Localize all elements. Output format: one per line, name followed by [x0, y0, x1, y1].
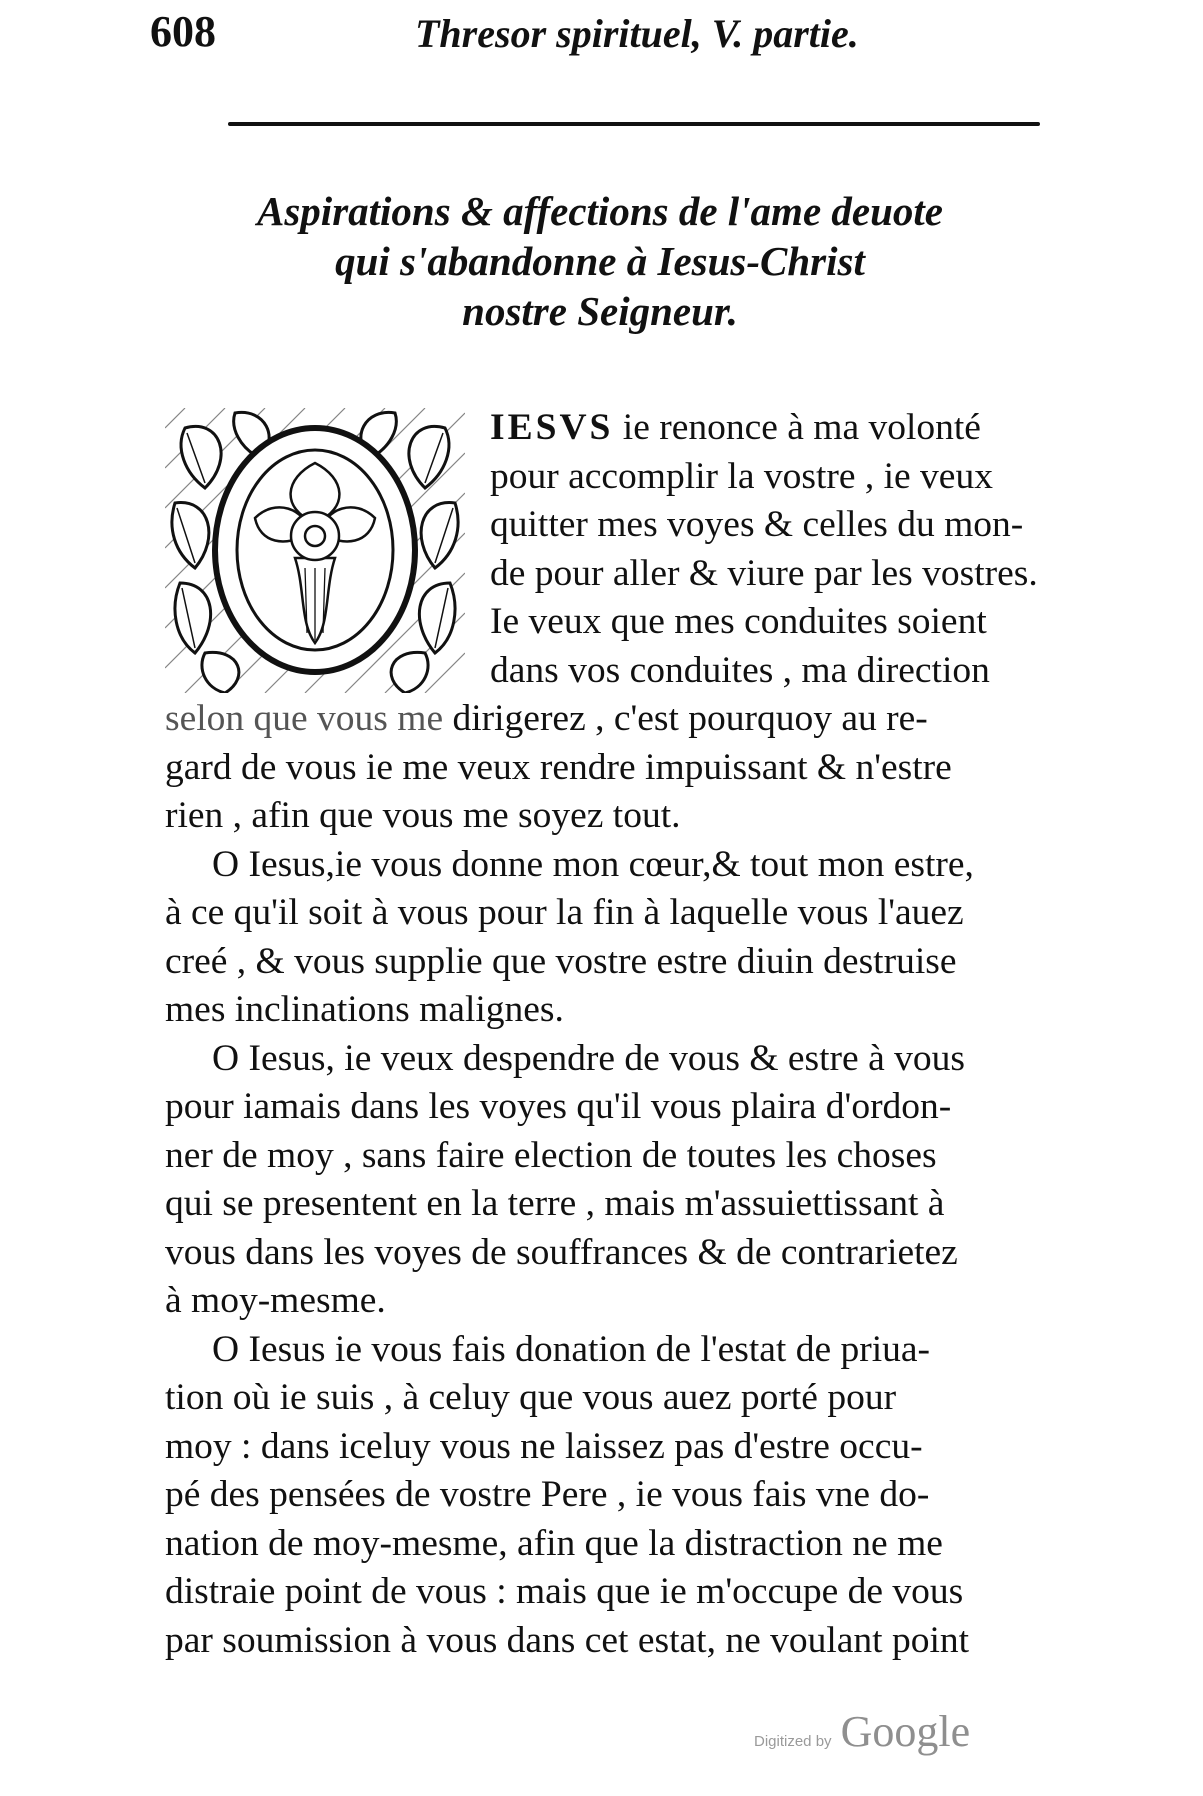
first-word: IESVS: [490, 407, 614, 448]
text-line: Ie veux que mes conduites soient: [490, 601, 987, 642]
text-line: O Iesus,ie vous donne mon cœur,& tout mon estre,: [212, 843, 974, 885]
inserted-fragment: selon que vous me: [165, 698, 444, 739]
text-line-content: ie renonce à ma volonté: [622, 407, 981, 448]
text-line: [165, 404, 1105, 453]
watermark-brand: Google: [840, 1707, 971, 1756]
text-line: ner de moy , sans faire election de toutes les choses: [165, 1134, 937, 1176]
text-line: à ce qu'il soit à vous pour la fin à laquelle vous l'auez: [165, 892, 964, 933]
text-line: gard de vous ie me veux rendre impuissant & n'estre: [165, 746, 952, 788]
heading-line: Aspirations & affections de l'ame deuote: [257, 188, 943, 234]
text-line: vous dans les voyes de souffrances & de contrarietez: [165, 1231, 958, 1273]
text-line: [165, 695, 1105, 744]
text-line: distraie point de vous : mais que ie m'occupe de vous: [165, 1571, 964, 1612]
heading-line: qui s'abandonne à Iesus-Christ: [335, 238, 865, 284]
running-title: Thresor spirituel, V. partie.: [415, 11, 859, 56]
text-line: O Iesus ie vous fais donation de l'estat de priua-: [212, 1328, 931, 1370]
digitized-watermark: [754, 1706, 970, 1757]
body-text: [165, 404, 1105, 1665]
text-line: par soumission à vous dans cet estat, ne voulant point: [165, 1619, 970, 1661]
text-line: quitter mes voyes & celles du mon-: [490, 504, 1024, 545]
text-line: pé des pensées de vostre Pere , ie vous fais vne do-: [165, 1474, 930, 1515]
text-line: à moy-mesme.: [165, 1280, 386, 1321]
text-line: tion où ie suis , à celuy que vous auez porté pour: [165, 1377, 897, 1418]
heading-line: nostre Seigneur.: [462, 288, 738, 334]
watermark-prefix: Digitized by: [754, 1733, 832, 1750]
text-line: dans vos conduites , ma direction: [490, 649, 990, 691]
text-line-content: dirigerez , c'est pourquoy au re-: [452, 698, 928, 739]
text-line: creé , & vous supplie que vostre estre diuin destruise: [165, 940, 957, 982]
text-line: pour iamais dans les voyes qu'il vous plaira d'ordon-: [165, 1086, 952, 1127]
text-line: rien , afin que vous me soyez tout.: [165, 795, 681, 836]
text-line: de pour aller & viure par les vostres.: [490, 552, 1038, 594]
text-line: pour accomplir la vostre , ie veux: [490, 455, 993, 497]
text-line: nation de moy-mesme, afin que la distraction ne me: [165, 1522, 943, 1564]
running-head: [150, 6, 950, 66]
text-line: O Iesus, ie veux despendre de vous & estre à vous: [212, 1037, 965, 1079]
text-line: mes inclinations malignes.: [165, 989, 564, 1030]
text-line: moy : dans iceluy vous ne laissez pas d'estre occu-: [165, 1425, 923, 1467]
header-rule: [228, 122, 1040, 126]
page-number: 608: [150, 7, 216, 56]
text-line: qui se presentent en la terre , mais m'assuiettissant à: [165, 1183, 945, 1224]
section-heading: [180, 186, 1020, 336]
